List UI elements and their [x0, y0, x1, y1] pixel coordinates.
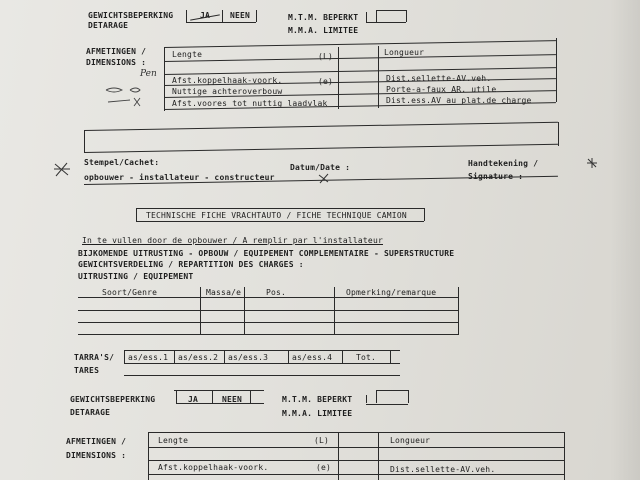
nuttige-label: Nuttige achteroverbouw	[172, 87, 283, 96]
bijkomende-heading: BIJKOMENDE UITRUSTING - OPBOUW / EQUIPEMENT COMPLEMENTAIRE - SUPERSTRUCTURE	[78, 249, 455, 258]
bottom-afst-koppel-label: Afst.koppelhaak-voork.	[158, 463, 269, 472]
afst-koppel-label: Afst.koppelhaak-voork.	[172, 76, 283, 85]
col-massa: Massa/e	[206, 288, 242, 297]
col-opmerking: Opmerking/remarque	[346, 288, 437, 297]
axle-total: Tot.	[356, 353, 377, 362]
dist-sellette-label: Dist.sellette-AV.veh.	[386, 74, 492, 83]
axle-3: as/ess.3	[228, 353, 269, 362]
bottom-mma-label: M.M.A. LIMITEE	[282, 409, 353, 418]
axle-4: as/ess.4	[292, 353, 333, 362]
dimensions-label-fr: DIMENSIONS :	[86, 58, 147, 67]
bottom-dimensions-label-nl: AFMETINGEN /	[66, 437, 127, 446]
bottom-ja-option[interactable]: JA	[188, 395, 199, 404]
tares-label: TARES	[74, 366, 100, 375]
detarage-label: DETARAGE	[88, 21, 129, 30]
bottom-l-label: (L)	[314, 436, 330, 445]
mtm-label: M.T.M. BEPERKT	[288, 13, 359, 22]
bottom-weight-limit-label: GEWICHTSBEPERKING	[70, 395, 156, 404]
longueur-label: Longueur	[384, 48, 425, 57]
datum-label: Datum/Date :	[290, 163, 351, 172]
ja-option[interactable]: JA	[200, 11, 211, 20]
handwritten-marks	[100, 78, 170, 112]
bottom-dist-sellette-label: Dist.sellette-AV.veh.	[390, 465, 496, 474]
bottom-dimensions-label-fr: DIMENSIONS :	[66, 451, 127, 460]
e-label: (e)	[318, 77, 334, 86]
dist-ess-label: Dist.ess.AV au plat.de charge	[386, 96, 532, 105]
lengte-label: Lengte	[172, 50, 203, 59]
porte-a-faux-label: Porte-a-faux AR. utile	[386, 85, 497, 94]
col-pos: Pos.	[266, 288, 287, 297]
bottom-e-label: (e)	[316, 463, 332, 472]
bottom-neen-option[interactable]: NEEN	[222, 395, 243, 404]
signature-label: Signature :	[468, 172, 524, 181]
fiche-title: TECHNISCHE FICHE VRACHTAUTO / FICHE TECHNIQUE CAMION	[146, 211, 407, 220]
uitrusting-heading: UITRUSTING / EQUIPEMENT	[78, 272, 194, 281]
tarra-label: TARRA'S/	[74, 353, 115, 362]
signature-mark-date	[316, 172, 332, 184]
instruction-text: In te vullen door de opbouwer / A remplir par l'installateur	[82, 236, 383, 245]
dimensions-label-nl: AFMETINGEN /	[86, 47, 147, 56]
afst-voores-label: Afst.voores tot nuttig laadvlak	[172, 99, 328, 108]
stempel-label: Stempel/Cachet:	[84, 158, 160, 167]
bottom-detarage-label: DETARAGE	[70, 408, 111, 417]
neen-option[interactable]: NEEN	[230, 11, 251, 20]
mma-label: M.M.A. LIMITEE	[288, 26, 359, 35]
bottom-longueur-label: Longueur	[390, 436, 431, 445]
weight-limit-label: GEWICHTSBEPERKING	[88, 11, 174, 20]
axle-1: as/ess.1	[128, 353, 169, 362]
l-label: (L)	[318, 52, 334, 61]
signature-mark-left	[52, 160, 72, 178]
opbouwer-label: opbouwer - installateur - constructeur	[84, 173, 275, 182]
gewichtsverdeling-heading: GEWICHTSVERDELING / REPARTITION DES CHARGES :	[78, 260, 304, 269]
page-edge-shadow	[610, 0, 640, 480]
col-soort: Soort/Genre	[102, 288, 158, 297]
signature-mark-right	[584, 156, 600, 170]
bottom-lengte-label: Lengte	[158, 436, 189, 445]
axle-2: as/ess.2	[178, 353, 219, 362]
handwritten-pen: Pen	[140, 69, 157, 79]
bottom-mtm-label: M.T.M. BEPERKT	[282, 395, 353, 404]
handtekening-label: Handtekening /	[468, 159, 539, 168]
